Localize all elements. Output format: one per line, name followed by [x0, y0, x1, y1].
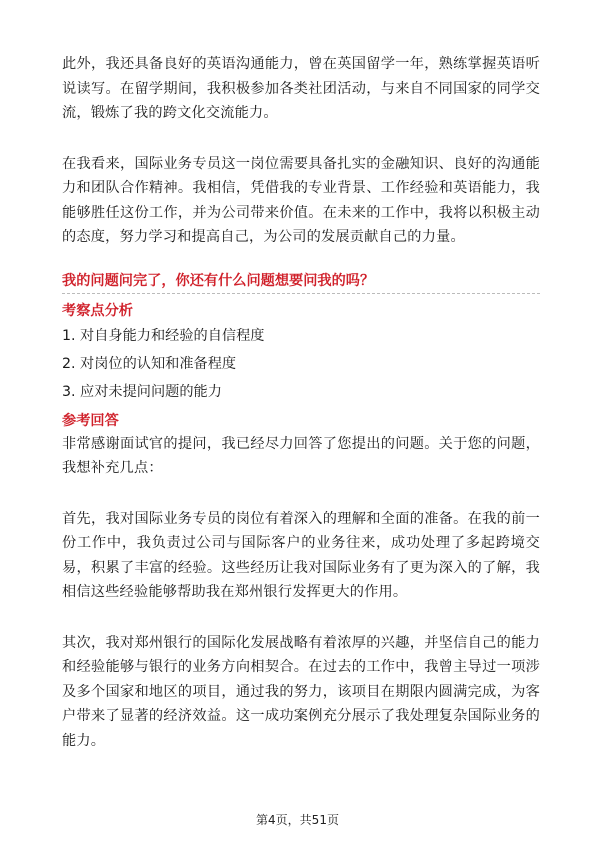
reference-heading: 参考回答: [62, 412, 119, 429]
question-title: 我的问题问完了，你还有什么问题想要问我的吗？: [62, 272, 375, 289]
analysis-heading: 考察点分析: [62, 302, 133, 319]
spacer: [62, 605, 540, 631]
answer-paragraph-intro: 非常感谢面试官的提问，我已经尽力回答了您提出的问题。关于您的问题，我想补充几点：: [62, 435, 540, 476]
paragraph-role-understanding: 在我看来，国际业务专员这一岗位需要具备扎实的金融知识、良好的沟通能力和团队合作精神。我相信，凭借我的专业背景、工作经验和英语能力，我能够胜任这份工作，并为公司带来价值。在未来的工作中，我将以积极主动的态度，努力学习和提高自己，为公司的发展贡献自己的力量。: [62, 155, 540, 245]
spacer: [62, 250, 540, 270]
spacer: [62, 481, 540, 507]
list-item: 1. 对自身能力和经验的自信程度: [62, 327, 265, 344]
list-item: 2. 对岗位的认知和准备程度: [62, 355, 237, 372]
page-footer: 第4页，共51页: [256, 813, 339, 827]
analysis-list: [62, 322, 540, 406]
page-content: [62, 52, 540, 753]
spacer: [62, 126, 540, 152]
answer-paragraph-second: 其次，我对郑州银行的国际化发展战略有着浓厚的兴趣，并坚信自己的能力和经验能够与银行的业务方向相契合。在过去的工作中，我曾主导过一项涉及多个国家和地区的项目，通过我的努力，该项目在期限内圆满完成，为客户带来了显著的经济效益。这一成功案例充分展示了我处理复杂国际业务的能力。: [62, 634, 540, 749]
answer-paragraph-first: 首先，我对国际业务专员的岗位有着深入的理解和全面的准备。在我的前一份工作中，我负责过公司与国际客户的业务往来，成功处理了多起跨境交易，积累了丰富的经验。这些经历让我对国际业务有了更为深入的了解，我相信这些经验能够帮助我在郑州银行发挥更大的作用。: [62, 510, 540, 600]
list-item: 3. 应对未提问问题的能力: [62, 383, 222, 400]
paragraph-english-ability: 此外，我还具备良好的英语沟通能力，曾在英国留学一年，熟练掌握英语听说读写。在留学期间，我积极参加各类社团活动，与来自不同国家的同学交流，锻炼了我的跨文化交流能力。: [62, 56, 540, 121]
section-divider: [62, 293, 540, 294]
